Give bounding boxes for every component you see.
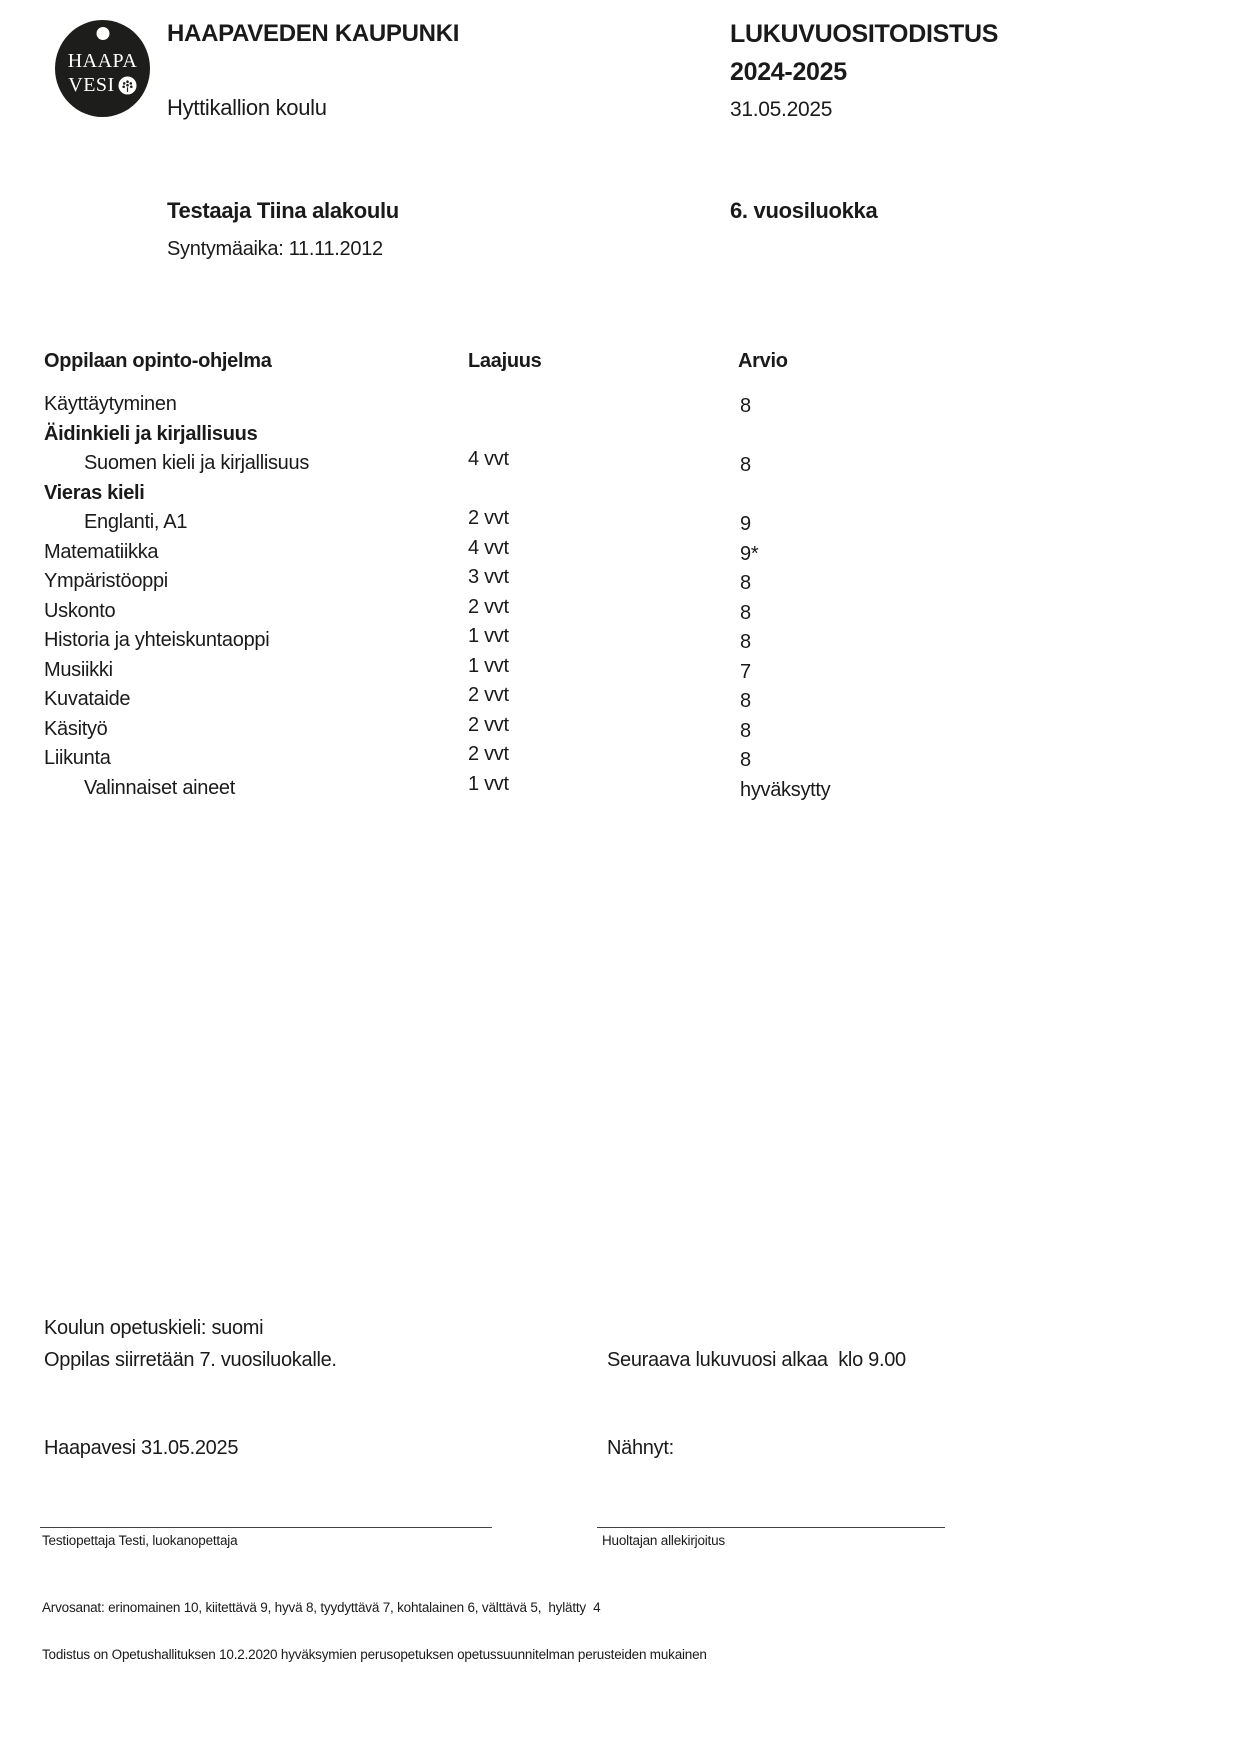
subject-name: Suomen kieli ja kirjallisuus [84, 452, 310, 474]
subject-name: Käsityö [44, 717, 108, 740]
column-header-subject: Oppilaan opinto-ohjelma [44, 350, 272, 372]
table-row [0, 538, 1241, 568]
subject-name: Uskonto [44, 599, 116, 622]
subject-scope: 2 vvt [468, 684, 509, 706]
subject-grade: 8 [740, 395, 751, 417]
birth-date: Syntymäaika: 11.11.2012 [167, 238, 383, 260]
subject-grade: 8 [740, 601, 751, 624]
subject-name: Musiikki [44, 658, 113, 681]
table-row [0, 420, 1241, 450]
subject-grade: 8 [740, 690, 751, 712]
table-row [0, 449, 1241, 479]
subject-scope: 1 vvt [468, 772, 509, 795]
subject-scope: 4 vvt [468, 448, 509, 470]
teaching-language-note: Koulun opetuskieli: suomi [44, 1317, 264, 1339]
subject-name: Käyttäytyminen [44, 393, 177, 415]
guardian-signature-line [597, 1527, 945, 1528]
logo-tag-hole [96, 27, 109, 40]
subject-name: Kuvataide [44, 688, 131, 710]
table-row [0, 774, 1241, 804]
subject-name: Englanti, A1 [84, 511, 188, 533]
grading-scale-note: Arvosanat: erinomainen 10, kiitettävä 9, hyvä 8, tyydyttävä 7, kohtalainen 6, välttävä 5, hylätty 4 [42, 1600, 601, 1615]
subject-scope: 2 vvt [468, 743, 509, 765]
subject-scope: 4 vvt [468, 536, 509, 559]
municipality-name: HAAPAVEDEN KAUPUNKI [167, 20, 460, 47]
subject-grade: 7 [740, 660, 751, 683]
logo-text-line2 [55, 75, 150, 95]
teacher-signature-line [40, 1527, 492, 1528]
subject-group-name: Vieras kieli [44, 481, 145, 504]
class-level: 6. vuosiluokka [730, 198, 878, 223]
subject-group-name: Äidinkieli ja kirjallisuus [44, 422, 258, 445]
subject-scope: 2 vvt [468, 713, 509, 736]
table-row [0, 626, 1241, 656]
subject-name: Historia ja yhteiskuntaoppi [44, 629, 270, 651]
subject-grade: 9* [740, 542, 759, 565]
place-and-date: Haapavesi 31.05.2025 [44, 1437, 239, 1459]
seen-label: Nähnyt: [607, 1437, 674, 1459]
subject-grade: 8 [740, 454, 751, 476]
subject-grade: 8 [740, 631, 751, 653]
subject-grade: 8 [740, 572, 751, 594]
column-header-scope: Laajuus [468, 350, 542, 372]
school-year: 2024-2025 [730, 58, 847, 86]
column-header-grade: Arvio [738, 350, 788, 372]
table-row [0, 390, 1241, 420]
certificate-title: LUKUVUOSITODISTUS [730, 20, 999, 48]
table-row [0, 715, 1241, 745]
subject-scope: 3 vvt [468, 566, 509, 588]
tree-emblem-icon [118, 76, 137, 95]
subject-scope: 2 vvt [468, 507, 509, 529]
subjects-table [0, 390, 1241, 803]
subject-grade: 8 [740, 749, 751, 771]
subject-grade: 9 [740, 513, 751, 535]
logo-text-line1: HAAPA [67, 50, 138, 72]
promotion-note: Oppilas siirretään 7. vuosiluokalle. [44, 1349, 337, 1371]
table-row [0, 744, 1241, 774]
subject-scope: 1 vvt [468, 654, 509, 677]
subject-name: Ympäristöoppi [44, 570, 168, 592]
subject-scope: 2 vvt [468, 595, 509, 618]
table-header [0, 350, 1241, 374]
subject-grade: 8 [740, 719, 751, 742]
next-school-year-note: Seuraava lukuvuosi alkaa klo 9.00 [607, 1349, 906, 1371]
curriculum-compliance-note: Todistus on Opetushallituksen 10.2.2020 hyväksymien perusopetuksen opetussuunnitelman perusteiden mukainen [42, 1647, 707, 1662]
guardian-signature-label: Huoltajan allekirjoitus [602, 1533, 725, 1548]
subject-name: Liikunta [44, 747, 111, 769]
haapavesi-logo [55, 20, 150, 117]
table-row [0, 508, 1241, 538]
table-row [0, 656, 1241, 686]
table-row [0, 567, 1241, 597]
certificate-date: 31.05.2025 [730, 98, 833, 121]
table-row [0, 479, 1241, 509]
table-row [0, 685, 1241, 715]
logo-text-vesi: VESI [68, 74, 115, 96]
teacher-signature-label: Testiopettaja Testi, luokanopettaja [42, 1533, 238, 1548]
subject-grade: hyväksytty [740, 778, 831, 801]
school-name: Hyttikallion koulu [167, 95, 327, 120]
subject-name: Matematiikka [44, 540, 159, 563]
table-row [0, 597, 1241, 627]
student-name: Testaaja Tiina alakoulu [167, 198, 399, 223]
subject-name: Valinnaiset aineet [84, 776, 236, 799]
subject-scope: 1 vvt [468, 625, 509, 647]
